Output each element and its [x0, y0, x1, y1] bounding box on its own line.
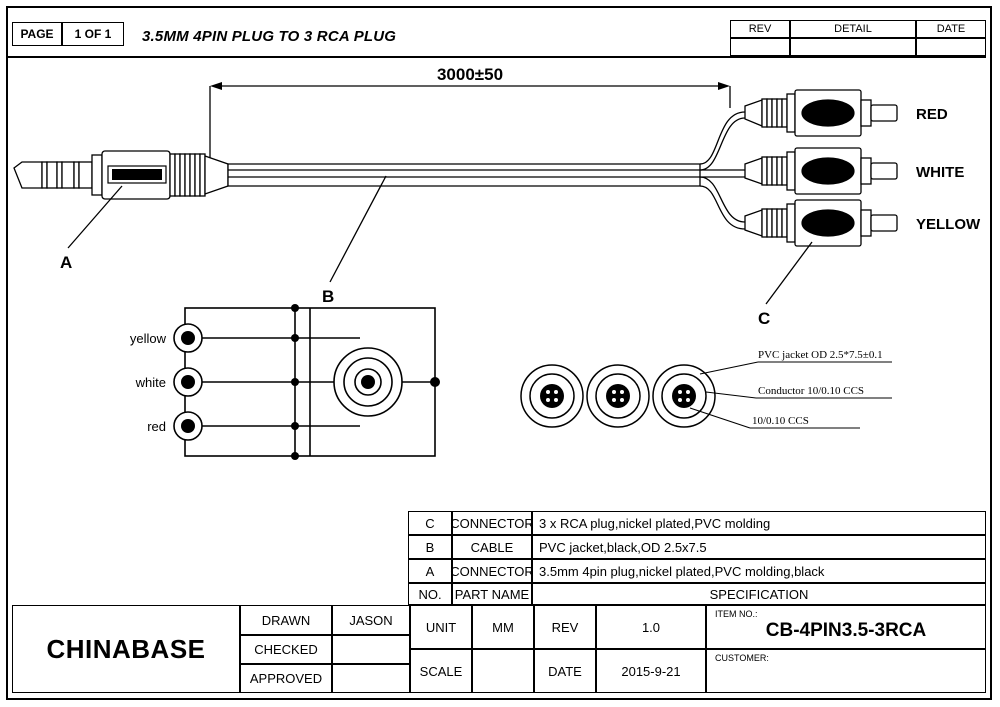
- spec-row-no-a: A: [408, 559, 452, 583]
- spec-row-part-b: CABLE: [452, 535, 532, 559]
- customer-cell: [706, 649, 986, 693]
- wiring-schematic: [110, 296, 470, 476]
- svg-text:3000±50: 3000±50: [436, 65, 504, 84]
- svg-text:red: red: [147, 419, 166, 434]
- drawing-title: 3.5MM 4PIN PLUG TO 3 RCA PLUG: [142, 27, 397, 45]
- spec-row-no-c: C: [408, 511, 452, 535]
- spec-row-no-b: B: [408, 535, 452, 559]
- date-cell-empty: [916, 38, 986, 56]
- date-col-header: DATE: [916, 20, 986, 38]
- svg-text:WHITE: WHITE: [916, 164, 965, 181]
- unit-label-cell: UNIT: [410, 605, 472, 649]
- item-no-value: CB-4PIN3.5-3RCA: [765, 620, 927, 641]
- item-no-label: ITEM NO.:: [715, 609, 758, 619]
- checked-value-cell: [332, 635, 410, 664]
- company-logo-block: [12, 605, 240, 693]
- customer-label: CUSTOMER:: [715, 653, 769, 663]
- svg-text:YELLOW: YELLOW: [916, 216, 981, 233]
- rev-label-cell: REV: [534, 605, 596, 649]
- approved-label-cell: APPROVED: [240, 664, 332, 693]
- rev-cell-empty: [730, 38, 790, 56]
- approved-value-cell: [332, 664, 410, 693]
- drawn-label-cell: DRAWN: [240, 605, 332, 635]
- spec-row-spec-a: 3.5mm 4pin plug,nickel plated,PVC molding,black: [532, 559, 986, 583]
- spec-row-spec-b: PVC jacket,black,OD 2.5x7.5: [532, 535, 986, 559]
- rev-value-cell: 1.0: [596, 605, 706, 649]
- spec-header-no: NO.: [408, 583, 452, 605]
- rev-col-header: REV: [730, 20, 790, 38]
- spec-header-part: PART NAME: [452, 583, 532, 605]
- svg-text:10/0.10 CCS: 10/0.10 CCS: [752, 415, 809, 427]
- page-label: PAGE: [20, 27, 54, 41]
- cable-assembly-illustration: [0, 56, 1000, 328]
- svg-text:B: B: [322, 287, 335, 306]
- svg-text:A: A: [60, 253, 73, 272]
- svg-text:Conductor 10/0.10 CCS: Conductor 10/0.10 CCS: [758, 385, 865, 397]
- unit-value-cell: MM: [472, 605, 534, 649]
- svg-text:yellow: yellow: [129, 331, 166, 346]
- svg-text:RED: RED: [916, 106, 948, 123]
- drawn-value-cell: JASON: [332, 605, 410, 635]
- date-value-cell: 2015-9-21: [596, 649, 706, 693]
- company-name: CHINABASE: [46, 633, 206, 664]
- page-label-box: [12, 22, 62, 46]
- spec-row-part-a: CONNECTOR: [452, 559, 532, 583]
- item-no-cell: [706, 605, 986, 649]
- scale-label-cell: SCALE: [410, 649, 472, 693]
- detail-cell-empty: [790, 38, 916, 56]
- page-value-box: [62, 22, 124, 46]
- svg-text:PVC jacket OD 2.5*7.5±0.1: PVC jacket OD 2.5*7.5±0.1: [758, 349, 883, 361]
- spec-row-part-c: CONNECTOR: [452, 511, 532, 535]
- scale-value-cell: [472, 649, 534, 693]
- date-label-cell: DATE: [534, 649, 596, 693]
- checked-label-cell: CHECKED: [240, 635, 332, 664]
- svg-text:white: white: [135, 375, 166, 390]
- spec-row-spec-c: 3 x RCA plug,nickel plated,PVC molding: [532, 511, 986, 535]
- svg-text:C: C: [758, 309, 771, 328]
- page-value: 1 OF 1: [74, 27, 112, 41]
- cable-cross-section: [500, 340, 920, 480]
- spec-header-spec: SPECIFICATION: [532, 583, 986, 605]
- detail-col-header: DETAIL: [790, 20, 916, 38]
